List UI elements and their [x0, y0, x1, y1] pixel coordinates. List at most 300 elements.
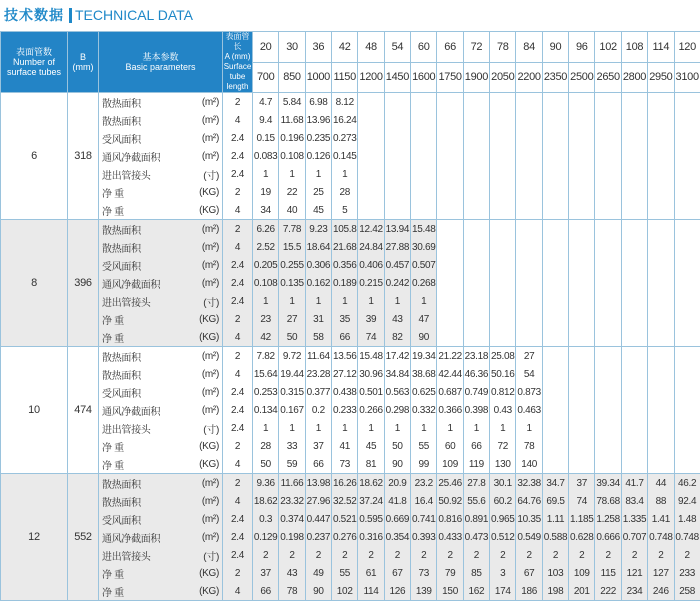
value-cell: 30.69	[411, 238, 437, 256]
value-cell: 0.273	[332, 129, 358, 147]
header-length-2200: 2200	[516, 62, 542, 93]
value-cell: 8.12	[332, 93, 358, 112]
value-cell: 1	[253, 165, 279, 183]
value-cell: 0.873	[516, 383, 542, 401]
header-tubes	[1, 32, 68, 93]
value-cell: 0.393	[411, 528, 437, 546]
value-cell: 126	[384, 582, 410, 601]
value-cell: 0.15	[253, 129, 279, 147]
value-cell: 58	[305, 328, 331, 347]
value-cell	[569, 328, 595, 347]
value-cell: 9.23	[305, 220, 331, 239]
header-length-700: 700	[253, 62, 279, 93]
value-cell: 23.18	[463, 347, 489, 366]
value-cell: 0.167	[279, 401, 305, 419]
value-cell: 0.588	[542, 528, 568, 546]
value-cell: 5	[332, 201, 358, 220]
value-cell	[569, 129, 595, 147]
value-cell: 2.52	[253, 238, 279, 256]
header-code-114: 114	[648, 32, 674, 63]
value-cell: 50.92	[437, 492, 463, 510]
param-name: 受风面积	[99, 256, 191, 274]
value-cell: 19	[253, 183, 279, 201]
value-cell: 0.366	[437, 401, 463, 419]
value-cell: 139	[411, 582, 437, 601]
value-cell	[648, 165, 674, 183]
value-cell: 15.5	[279, 238, 305, 256]
value-cell: 0.473	[463, 528, 489, 546]
value-cell: 1	[463, 419, 489, 437]
value-cell	[648, 401, 674, 419]
value-cell: 49	[305, 564, 331, 582]
param-unit: (m²)	[191, 147, 223, 165]
value-cell: 0.198	[279, 528, 305, 546]
value-cell	[595, 220, 621, 239]
value-cell: 24.84	[358, 238, 384, 256]
table-row	[1, 292, 700, 310]
table-row	[1, 510, 700, 528]
value-cell	[490, 274, 516, 292]
value-cell: 0.377	[305, 383, 331, 401]
value-cell: 0.083	[253, 147, 279, 165]
value-cell	[674, 201, 700, 220]
value-cell: 19.34	[411, 347, 437, 366]
param-multiplier: 4	[223, 328, 253, 347]
param-multiplier: 2.4	[223, 256, 253, 274]
value-cell	[569, 365, 595, 383]
value-cell	[437, 256, 463, 274]
param-name: 受风面积	[99, 129, 191, 147]
value-cell: 66	[332, 328, 358, 347]
value-cell: 13.94	[384, 220, 410, 239]
value-cell: 2	[516, 546, 542, 564]
value-cell: 0.687	[437, 383, 463, 401]
value-cell: 0.965	[490, 510, 516, 528]
value-cell: 258	[674, 582, 700, 601]
value-cell: 0.145	[332, 147, 358, 165]
value-cell	[411, 201, 437, 220]
value-cell: 1	[305, 419, 331, 437]
param-multiplier: 4	[223, 582, 253, 601]
value-cell: 0.816	[437, 510, 463, 528]
value-cell	[437, 111, 463, 129]
value-cell: 0.549	[516, 528, 542, 546]
value-cell: 0.356	[332, 256, 358, 274]
value-cell: 27.12	[332, 365, 358, 383]
value-cell: 1	[305, 292, 331, 310]
value-cell: 32.52	[332, 492, 358, 510]
value-cell	[674, 310, 700, 328]
value-cell	[437, 220, 463, 239]
param-name: 通风净截面积	[99, 401, 191, 419]
header-length-2800: 2800	[621, 62, 647, 93]
param-name: 净 重	[99, 437, 191, 455]
value-cell	[490, 256, 516, 274]
value-cell: 81	[358, 455, 384, 474]
value-cell	[384, 111, 410, 129]
value-cell: 23.32	[279, 492, 305, 510]
header-code-42: 42	[332, 32, 358, 63]
table-row	[1, 129, 700, 147]
value-cell	[621, 347, 647, 366]
value-cell: 1	[411, 292, 437, 310]
value-cell: 0.134	[253, 401, 279, 419]
value-cell: 102	[332, 582, 358, 601]
value-cell: 9.4	[253, 111, 279, 129]
header-code-66: 66	[437, 32, 463, 63]
value-cell	[463, 147, 489, 165]
value-cell	[595, 129, 621, 147]
value-cell	[384, 165, 410, 183]
title-english: TECHNICAL DATA	[75, 7, 193, 23]
value-cell	[595, 328, 621, 347]
param-unit: (m²)	[191, 401, 223, 419]
value-cell: 18.62	[358, 474, 384, 493]
value-cell	[542, 111, 568, 129]
value-cell	[621, 93, 647, 112]
value-cell	[490, 183, 516, 201]
table-row	[1, 564, 700, 582]
header-code-54: 54	[384, 32, 410, 63]
value-cell	[648, 365, 674, 383]
value-cell: 43	[279, 564, 305, 582]
tubes-cell: 8	[1, 220, 68, 347]
table-row	[1, 220, 700, 239]
value-cell: 83.4	[621, 492, 647, 510]
header-code-20: 20	[253, 32, 279, 63]
value-cell: 0.595	[358, 510, 384, 528]
value-cell: 0.512	[490, 528, 516, 546]
value-cell: 2	[674, 546, 700, 564]
value-cell	[542, 93, 568, 112]
value-cell	[674, 183, 700, 201]
value-cell	[437, 274, 463, 292]
value-cell: 37	[305, 437, 331, 455]
param-unit: (KG)	[191, 183, 223, 201]
value-cell	[437, 328, 463, 347]
value-cell: 90	[305, 582, 331, 601]
value-cell	[358, 147, 384, 165]
value-cell	[621, 111, 647, 129]
value-cell	[648, 437, 674, 455]
value-cell: 31	[305, 310, 331, 328]
value-cell: 119	[463, 455, 489, 474]
value-cell: 46.2	[674, 474, 700, 493]
value-cell: 1.11	[542, 510, 568, 528]
value-cell	[463, 129, 489, 147]
value-cell: 0.316	[358, 528, 384, 546]
param-multiplier: 2	[223, 220, 253, 239]
param-name: 散热面积	[99, 492, 191, 510]
tubes-cell: 12	[1, 474, 68, 601]
value-cell	[621, 201, 647, 220]
value-cell: 0.669	[384, 510, 410, 528]
value-cell: 3	[490, 564, 516, 582]
value-cell: 41.8	[384, 492, 410, 510]
value-cell	[516, 165, 542, 183]
value-cell	[595, 201, 621, 220]
value-cell: 0.354	[384, 528, 410, 546]
value-cell: 130	[490, 455, 516, 474]
value-cell	[674, 165, 700, 183]
value-cell	[542, 310, 568, 328]
table-row	[1, 474, 700, 493]
value-cell: 0.276	[332, 528, 358, 546]
value-cell: 0.126	[305, 147, 331, 165]
value-cell	[542, 401, 568, 419]
value-cell	[463, 111, 489, 129]
param-unit: (m²)	[191, 510, 223, 528]
value-cell: 121	[621, 564, 647, 582]
value-cell: 21.22	[437, 347, 463, 366]
value-cell: 16.4	[411, 492, 437, 510]
value-cell: 15.48	[411, 220, 437, 239]
value-cell: 33	[279, 437, 305, 455]
value-cell: 92.4	[674, 492, 700, 510]
value-cell: 37	[253, 564, 279, 582]
technical-data-table	[0, 31, 700, 601]
value-cell: 1	[332, 419, 358, 437]
value-cell	[621, 129, 647, 147]
value-cell: 1	[279, 165, 305, 183]
value-cell: 2	[305, 546, 331, 564]
value-cell	[569, 455, 595, 474]
param-unit: (m²)	[191, 129, 223, 147]
value-cell	[490, 93, 516, 112]
value-cell: 0.707	[621, 528, 647, 546]
value-cell: 55	[411, 437, 437, 455]
value-cell	[569, 111, 595, 129]
value-cell	[516, 147, 542, 165]
value-cell: 74	[569, 492, 595, 510]
value-cell: 74	[358, 328, 384, 347]
header-code-108: 108	[621, 32, 647, 63]
value-cell: 55	[332, 564, 358, 582]
param-unit: (KG)	[191, 437, 223, 455]
value-cell	[542, 455, 568, 474]
value-cell	[463, 310, 489, 328]
value-cell	[384, 147, 410, 165]
param-name: 散热面积	[99, 474, 191, 493]
table-row	[1, 365, 700, 383]
value-cell: 1	[279, 292, 305, 310]
value-cell: 174	[490, 582, 516, 601]
param-multiplier: 4	[223, 201, 253, 220]
value-cell	[648, 129, 674, 147]
value-cell	[569, 437, 595, 455]
value-cell: 246	[648, 582, 674, 601]
value-cell: 0.628	[569, 528, 595, 546]
value-cell: 42	[253, 328, 279, 347]
param-name: 净 重	[99, 564, 191, 582]
param-unit: (m²)	[191, 93, 223, 112]
value-cell: 0.315	[279, 383, 305, 401]
value-cell: 66	[305, 455, 331, 474]
value-cell	[437, 147, 463, 165]
value-cell: 0.812	[490, 383, 516, 401]
value-cell: 28	[253, 437, 279, 455]
param-unit: (m²)	[191, 492, 223, 510]
header-code-30: 30	[279, 32, 305, 63]
value-cell: 9.72	[279, 347, 305, 366]
value-cell	[516, 328, 542, 347]
value-cell	[621, 455, 647, 474]
value-cell	[463, 274, 489, 292]
value-cell: 18.64	[305, 238, 331, 256]
table-row	[1, 310, 700, 328]
param-name: 通风净截面积	[99, 274, 191, 292]
value-cell	[569, 93, 595, 112]
value-cell	[463, 238, 489, 256]
value-cell: 25.08	[490, 347, 516, 366]
value-cell	[437, 201, 463, 220]
value-cell	[542, 238, 568, 256]
value-cell	[621, 183, 647, 201]
param-unit: (寸)	[191, 165, 223, 183]
value-cell: 9.36	[253, 474, 279, 493]
value-cell: 0.374	[279, 510, 305, 528]
value-cell	[569, 419, 595, 437]
value-cell	[358, 201, 384, 220]
value-cell	[595, 147, 621, 165]
value-cell	[595, 401, 621, 419]
value-cell	[621, 238, 647, 256]
param-multiplier: 2.4	[223, 383, 253, 401]
value-cell	[569, 383, 595, 401]
value-cell	[542, 437, 568, 455]
value-cell	[648, 419, 674, 437]
value-cell	[384, 129, 410, 147]
param-multiplier: 2	[223, 310, 253, 328]
value-cell: 37.24	[358, 492, 384, 510]
b-cell: 552	[68, 474, 99, 601]
value-cell: 0.748	[648, 528, 674, 546]
value-cell: 0.398	[463, 401, 489, 419]
value-cell: 2	[648, 546, 674, 564]
param-multiplier: 2	[223, 183, 253, 201]
value-cell: 0.266	[358, 401, 384, 419]
value-cell	[463, 183, 489, 201]
param-multiplier: 2.4	[223, 510, 253, 528]
value-cell: 38.68	[411, 365, 437, 383]
header-length-1750: 1750	[437, 62, 463, 93]
value-cell: 67	[384, 564, 410, 582]
value-cell: 82	[384, 328, 410, 347]
value-cell: 20.9	[384, 474, 410, 493]
header-tubes-en: Number of surface tubes	[7, 57, 61, 77]
value-cell: 22	[279, 183, 305, 201]
value-cell: 0.215	[358, 274, 384, 292]
value-cell: 0.235	[305, 129, 331, 147]
table-row	[1, 165, 700, 183]
param-unit: (KG)	[191, 310, 223, 328]
value-cell	[490, 165, 516, 183]
value-cell: 2	[384, 546, 410, 564]
header-params-en: Basic parameters	[125, 62, 195, 72]
param-multiplier: 4	[223, 455, 253, 474]
header-params	[99, 32, 223, 93]
title-divider	[69, 8, 72, 23]
value-cell	[542, 129, 568, 147]
value-cell	[621, 365, 647, 383]
value-cell	[516, 183, 542, 201]
value-cell: 0.205	[253, 256, 279, 274]
value-cell	[542, 328, 568, 347]
value-cell	[542, 292, 568, 310]
param-multiplier: 2.4	[223, 292, 253, 310]
param-name: 通风净截面积	[99, 528, 191, 546]
table-row	[1, 492, 700, 510]
value-cell: 19.44	[279, 365, 305, 383]
value-cell	[358, 129, 384, 147]
value-cell	[569, 274, 595, 292]
value-cell	[463, 292, 489, 310]
param-name: 净 重	[99, 582, 191, 601]
param-multiplier: 4	[223, 365, 253, 383]
param-multiplier: 2.4	[223, 546, 253, 564]
value-cell: 25	[305, 183, 331, 201]
header-code-72: 72	[463, 32, 489, 63]
value-cell: 78.68	[595, 492, 621, 510]
value-cell	[542, 383, 568, 401]
value-cell	[516, 274, 542, 292]
value-cell	[516, 201, 542, 220]
value-cell: 34.7	[542, 474, 568, 493]
value-cell: 0.255	[279, 256, 305, 274]
value-cell: 23.28	[305, 365, 331, 383]
value-cell: 67	[516, 564, 542, 582]
value-cell	[621, 256, 647, 274]
value-cell: 10.35	[516, 510, 542, 528]
value-cell	[648, 147, 674, 165]
value-cell	[648, 183, 674, 201]
param-multiplier: 2	[223, 437, 253, 455]
param-unit: (m²)	[191, 256, 223, 274]
table-row	[1, 183, 700, 201]
value-cell: 109	[437, 455, 463, 474]
value-cell	[648, 256, 674, 274]
param-unit: (m²)	[191, 220, 223, 239]
value-cell: 50	[253, 455, 279, 474]
value-cell	[621, 220, 647, 239]
table-row	[1, 93, 700, 112]
value-cell: 59	[279, 455, 305, 474]
value-cell	[674, 437, 700, 455]
value-cell: 1	[437, 419, 463, 437]
value-cell	[542, 347, 568, 366]
value-cell: 18.62	[253, 492, 279, 510]
param-multiplier: 2.4	[223, 165, 253, 183]
param-unit: (m²)	[191, 365, 223, 383]
value-cell: 46.36	[463, 365, 489, 383]
value-cell: 55.6	[463, 492, 489, 510]
value-cell: 50.16	[490, 365, 516, 383]
value-cell: 1.48	[674, 510, 700, 528]
value-cell: 72	[490, 437, 516, 455]
value-cell	[648, 201, 674, 220]
value-cell: 1	[384, 419, 410, 437]
value-cell: 42.44	[437, 365, 463, 383]
header-length-1900: 1900	[463, 62, 489, 93]
value-cell	[595, 437, 621, 455]
value-cell: 50	[279, 328, 305, 347]
value-cell: 1	[358, 419, 384, 437]
param-multiplier: 2.4	[223, 129, 253, 147]
value-cell: 73	[332, 455, 358, 474]
value-cell: 162	[463, 582, 489, 601]
value-cell: 27.88	[384, 238, 410, 256]
param-multiplier: 2.4	[223, 419, 253, 437]
